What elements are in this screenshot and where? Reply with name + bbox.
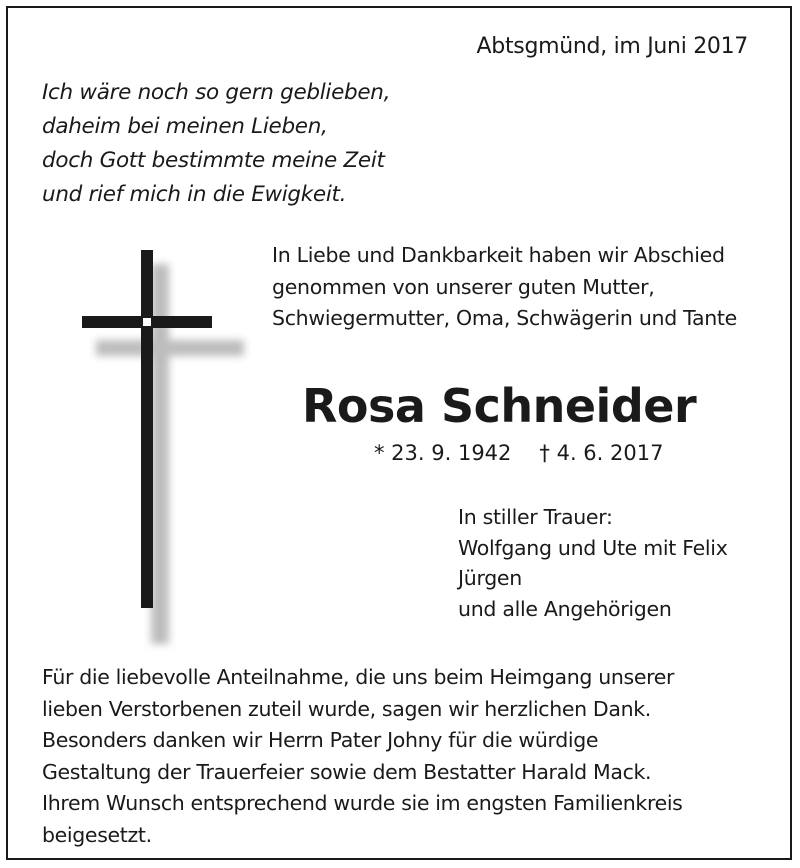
thanks-line: Gestaltung der Trauerfeier sowie dem Bestatter Harald Mack.	[42, 759, 652, 784]
poem-line: doch Gott bestimmte meine Zeit	[42, 148, 385, 173]
cross-icon	[68, 244, 258, 644]
poem-line: daheim bei meinen Lieben,	[42, 114, 328, 139]
birth-date: * 23. 9. 1942	[374, 441, 512, 465]
poem-line: Ich wäre noch so gern geblieben,	[42, 80, 391, 105]
obituary-frame	[6, 6, 792, 860]
intro-line: In Liebe und Dankbarkeit haben wir Abschied	[272, 243, 725, 267]
thanks-line: lieben Verstorbenen zuteil wurde, sagen wir herzlichen Dank.	[42, 696, 651, 721]
poem-line: und rief mich in die Ewigkeit.	[42, 182, 347, 207]
poem	[42, 76, 390, 212]
intro-line: Schwiegermutter, Oma, Schwägerin und Tante	[272, 306, 737, 330]
place-date: Abtsgmünd, im Juni 2017	[476, 34, 748, 59]
life-dates	[374, 438, 663, 468]
thanks-paragraph	[42, 662, 683, 851]
death-date: † 4. 6. 2017	[539, 441, 664, 465]
mourner-line: Jürgen	[458, 566, 522, 590]
thanks-line: Besonders danken wir Herrn Pater Johny für die würdige	[42, 728, 599, 752]
intro-line: genommen von unserer guten Mutter,	[272, 274, 655, 299]
mourner-line: und alle Angehörigen	[458, 596, 672, 621]
thanks-line: beigesetzt.	[42, 822, 152, 847]
mourners-heading: In stiller Trauer:	[458, 505, 613, 529]
cross-center-highlight	[143, 318, 151, 326]
mourner-line: Wolfgang und Ute mit Felix	[458, 535, 728, 560]
deceased-name: Rosa Schneider	[302, 379, 697, 433]
thanks-line: Ihrem Wunsch entsprechend wurde sie im engsten Familienkreis	[42, 791, 683, 815]
mourners-block	[458, 502, 728, 624]
cross-shadow-horizontal	[96, 340, 244, 356]
intro-text	[272, 240, 737, 335]
thanks-line: Für die liebevolle Anteilnahme, die uns beim Heimgang unserer	[42, 665, 675, 689]
cross-vertical-beam	[141, 250, 153, 608]
